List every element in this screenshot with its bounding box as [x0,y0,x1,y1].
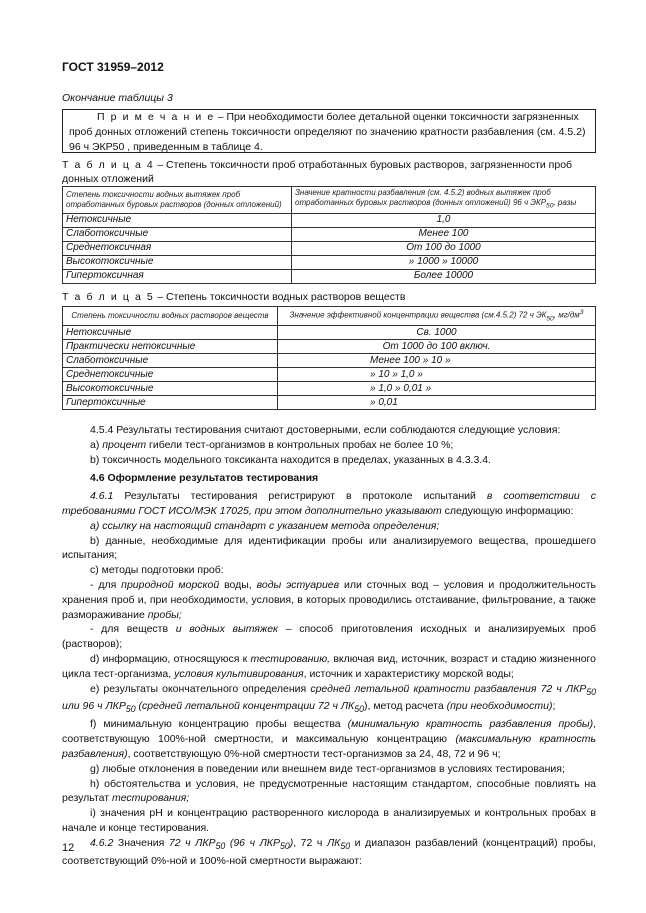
para-text: (96 ч ЛКР [225,836,280,849]
table5-value: Менее 100 » 10 » [278,354,596,368]
para-text: ) [289,836,294,849]
para-4-6-2 [62,836,596,869]
table5-caption-label: Т а б л и ц а 5 [62,291,155,303]
para-text: а) [90,438,103,451]
table-row [63,340,596,354]
table5-degree: Практически нетоксичные [63,340,278,354]
table-row [63,213,596,227]
para-text: тестированию, [250,652,331,665]
item-f [62,717,596,761]
table-row [63,241,596,255]
para-text: h) обстоятельства и условия, не предусмотренные настоящим стандартом, способные повлиять на результат [62,777,596,805]
item-a: а) ссылку на настоящий стандарт с указанием метода определения; [90,519,440,532]
para-sub: 50 [279,840,290,851]
para-4-5-4-b: b) токсичность модельного токсиканта находится в пределах, указанных в 4.3.3.4. [90,453,491,466]
table4-header-row [63,187,596,214]
table-row [63,382,596,396]
para-text: условия культивирования [174,667,304,680]
body-text [62,423,596,868]
item-e [62,682,596,718]
table4-value: От 100 до 1000 [292,241,596,255]
para-text: тестирования; [111,792,190,805]
table5-caption-text: – Степень токсичности водных растворов веществ [154,291,406,303]
item-c-2 [62,622,596,652]
para-text: следующую информацию: [441,504,574,517]
table4 [62,186,596,284]
para-text: , источник и характеристику морской воды; [303,667,514,680]
table-row [63,269,596,283]
note-label: П р и м е ч а н и е [97,111,215,123]
item-c: c) методы подготовки проб: [90,564,224,577]
table4-col2-header [292,187,596,214]
table5-value: » 1,0 » 0,01 » [278,382,596,396]
para-text: и водных вытяжек [175,623,279,636]
item-c-1 [62,578,596,622]
table5-value: » 10 » 1,0 » [278,368,596,382]
para-text: (минимальную кратность разбавления пробы) [347,718,594,731]
para-text: (средней летальной концентрации 72 ч ЛК [135,700,355,713]
para-text: воды эстуариев [256,578,340,591]
table5-caption [62,291,405,303]
table5-degree: Среднетоксичные [63,368,278,382]
table5-col2-header-sup: 3 [579,309,584,316]
table5-header-row [63,307,596,326]
para-text: средней летальной кратности разбавления 72 ч ЛКР [310,682,587,695]
para-text: Результаты тестирования регистрируют в протоколе испытаний [113,490,487,503]
item-d [62,652,596,682]
para-text: - для веществ [90,623,176,636]
table-row [63,368,596,382]
table4-degree: Высокотоксичные [63,255,292,269]
para-text: e) результаты окончательного определения [90,682,311,695]
table-row [63,354,596,368]
para-text: ), метод расчета [363,700,447,713]
para-text: воды, [219,578,257,591]
para-sub: 50 [340,840,351,851]
table5-degree: Высокотоксичные [63,382,278,396]
para-sub: 50 [354,704,364,715]
para-text: пробы; [147,608,182,621]
para-text: в соответствии с требованиями ГОСТ ИСО/МЭК 17025, при этом дополнительно указывают [62,490,596,517]
table5-value: Св. 1000 [278,326,596,340]
table-row [63,326,596,340]
para-text: f) минимальную концентрацию пробы вещества [90,718,348,731]
para-text: и диапазон разбавлений (концентраций) пробы, соответствующий 0%-ной и 100%-ной смертности выражают: [62,836,596,867]
para-text: – способ приготовления исходных и анализируемых проб (растворов); [62,623,596,651]
note-text: – При необходимости более детальной оценки токсичности загрязненных проб донных отложений степень токсичности определяют по значению кратности разбавления (см. 4.5.2) 96 ч ЭКР50 , приведенным в таблице 4. [69,111,586,153]
para-text: Значения [113,836,169,849]
para-text: гибели тест-организмов в контрольных пробах не более 10 %; [146,438,454,451]
table4-col2-header-tail: , разы [553,198,577,207]
table5-col2-header-tail: , мг/дм [553,310,580,320]
para-text: d) информацию, относящуюся к [90,652,251,665]
table3-end-caption: Окончание таблицы 3 [62,92,173,104]
item-b: b) данные, необходимые для идентификации пробы или анализируемого вещества, прошедшего испытания; [62,534,596,562]
para-text: 72 ч ЛКР [168,836,216,849]
table-row [63,227,596,241]
table4-value: 1,0 [292,213,596,227]
table5 [62,306,596,410]
para-sub: 50 [586,686,597,697]
table5-degree: Гипертоксичные [63,396,278,410]
para-text: 4.6.1 [90,490,114,503]
para-text: или сточных вод – условия и продолжительность хранения проб и, при необходимости, условия, в которых проводились отстаивание, фильтрование, а также размораживание [62,578,596,621]
table4-caption [62,158,596,186]
para-text: природной морской [121,578,220,591]
para-4-6-1 [62,489,596,519]
table4-col1-header: Степень токсичности водных вытяжек проб отработанных буровых растворов (донных отложений) [63,187,292,214]
section-heading-4-6: 4.6 Оформление результатов тестирования [90,472,319,485]
item-g: g) любые отклонения в поведении или внешнем виде тест-организмов в условиях тестирования; [90,762,565,775]
para-text: (при необходимости) [446,700,553,713]
para-4-5-4-a [62,438,596,453]
table3-note-box [62,109,596,153]
item-h [62,777,596,807]
para-text: процент [102,438,147,451]
item-i: i) значения pH и концентрацию растворенного кислорода в анализируемых и контрольных пробах в начале и конце тестирования. [62,807,596,834]
table4-value: Более 10000 [292,269,596,283]
table4-col2-header-main: Значение кратности разбавления (см. 4.5.2) водных вытяжек проб отработанных буровых растворов (донных отложений) 96 ч ЭКР [295,188,551,207]
table4-value: Менее 100 [292,227,596,241]
para-sub: 50 [215,840,226,851]
para-text: или 96 ч ЛКР [62,700,126,713]
table5-degree: Нетоксичные [63,326,278,340]
table4-degree: Среднетоксичная [63,241,292,255]
table-row [63,255,596,269]
standard-header: ГОСТ 31959–2012 [62,60,164,74]
table5-degree: Слаботоксичные [63,354,278,368]
table5-col2-header-main: Значение эффективной концентрации вещества (см.4.5.2) 72 ч ЭК [289,310,547,320]
para-sub: 50 [125,704,136,715]
table5-col1-header: Степень токсичности водных растворов веществ [63,307,278,326]
para-text: ; [552,700,556,713]
table4-col2-header-sub: 50 [546,202,554,210]
table-row [63,396,596,410]
para-text: включая вид, источник, возраст и стадию жизненного цикла тест-организма, [62,652,596,680]
page-number: 12 [62,842,75,854]
table4-degree: Слаботоксичные [63,227,292,241]
para-text: , 72 ч [293,836,327,849]
table4-value: » 1000 » 10000 [292,255,596,269]
table4-caption-label: Т а б л и ц а 4 [62,159,155,171]
table5-col2-header-sub: 50 [546,315,554,323]
table5-col2-header [278,307,596,326]
para-text: - для [90,578,122,591]
para-text: , соответствующую 0%-ной смертности тест-организмов за 24, 48, 72 и 96 ч; [127,747,501,760]
para-text: 4.6.2 [90,836,114,849]
para-text: ЛК [326,836,341,849]
para-text: , соответствующую 100%-ной смертности, и максимальную концентрацию [62,718,597,746]
table4-degree: Нетоксичные [63,213,292,227]
table5-value: От 1000 до 100 включ. [278,340,596,354]
table4-caption-text: – Степень токсичности проб отработанных буровых растворов, загрязненности проб донных отложений [62,159,573,185]
para-4-5-4: 4.5.4 Результаты тестирования считают достоверными, если соблюдаются следующие условия: [90,424,561,436]
table5-value: » 0,01 [278,396,596,410]
table4-degree: Гипертоксичная [63,269,292,283]
para-text: (максимальную кратность разбавления) [62,733,597,760]
